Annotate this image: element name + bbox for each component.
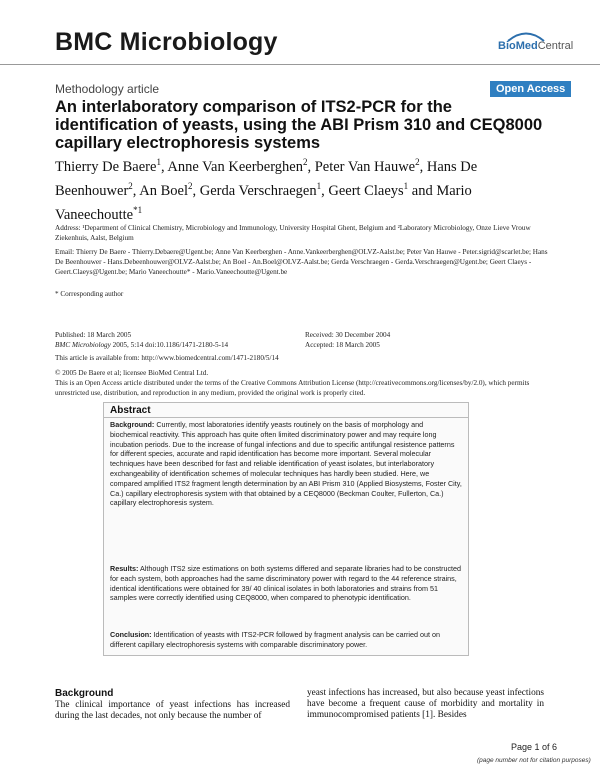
publication-info (55, 330, 295, 350)
abstract-results-label: Results: (110, 564, 139, 573)
background-heading: Background (55, 688, 114, 699)
author-affiliation: *1 (133, 204, 143, 215)
abstract-divider (103, 417, 469, 418)
abstract-background-label: Background: (110, 420, 155, 429)
article-title: An interlaboratory comparison of ITS2-PCR for the identification of yeasts, using the ABI Prism 310 and CEQ8000 capillary electrophoresis systems (55, 98, 543, 152)
author-affiliation: 1 (403, 180, 409, 191)
abstract-conclusion-label: Conclusion: (110, 630, 152, 639)
copyright-line: © 2005 De Baere et al; licensee BioMed Central Ltd. (55, 369, 209, 377)
email-block: Email: Thierry De Baere - Thierry.Debaere@Ugent.be; Anne Van Keerberghen - Anne.Vankeerberghen@OLVZ-Aalst.be; Peter Van Hauwe - Peter.sigrid@scarlet.be; Hans De Beenhouwer - Hans.Debeenhouwer@OLVZ-Aalst.be; An Boel - An.Boel@OLVZ-Aalst.be; Gerda Verschraegen - Gerda.Verschraegen@Ugent.be; Geert Claeys - Geert.Claeys@Ugent.be; Mario Vaneechoutte* - Mario.Vaneechoutte@Ugent.be (55, 248, 548, 276)
copyright-block (55, 368, 555, 398)
received-date: Received: 30 December 2004 (305, 331, 391, 339)
author: Peter Van Hauwe (314, 158, 416, 175)
citation-journal: BMC Microbiology (55, 341, 111, 349)
author-affiliation: 1 (316, 180, 322, 191)
availability-link[interactable]: This article is available from: http://www.biomedcentral.com/1471-2180/5/14 (55, 354, 279, 362)
open-access-badge: Open Access (490, 81, 571, 97)
corresponding-author-note: * Corresponding author (55, 290, 124, 298)
author: Hans De Beenhouwer (55, 158, 478, 199)
body-column-right: yeast infections has increased, but also because yeast infections have become a frequent cause of morbidity and mortality in immunocompromised patients [1]. Besides (307, 688, 544, 721)
accepted-date: Accepted: 18 March 2005 (305, 341, 380, 349)
author: Mario Vaneechoutte (55, 182, 472, 223)
publisher-logo[interactable] (498, 40, 573, 52)
header-divider (0, 64, 600, 65)
abstract-conclusion-text: Identification of yeasts with ITS2-PCR followed by fragment analysis can be carried out on different capillary electrophoresis systems with comparable discriminatory power. (110, 630, 440, 649)
published-date: Published: 18 March 2005 (55, 331, 132, 339)
address-block: Address: ¹Department of Clinical Chemistry, Microbiology and Immunology, University Hospital Ghent, Belgium and ²Laboratory Microbiology, Onze Lieve Vrouw Ziekenhuis, Aalst, Belgium (55, 224, 531, 242)
author-affiliation: 2 (415, 157, 420, 167)
citation-details: 2005, 5:14 doi:10.1186/1471-2180-5-14 (110, 341, 229, 349)
page-note: (page number not for citation purposes) (477, 757, 591, 764)
author: Anne Van Keerberghen (167, 158, 303, 175)
received-accepted-info (305, 330, 505, 350)
author-affiliation: 2 (302, 157, 308, 167)
author-affiliation: 2 (128, 180, 133, 191)
author: Geert Claeys (328, 182, 404, 199)
logo-bio: BioMed (498, 40, 538, 52)
citation (55, 340, 295, 350)
author-affiliation: 1 (156, 157, 161, 167)
body-column-left: The clinical importance of yeast infections has increased during the last decades, not only because the number of (55, 700, 290, 722)
author-affiliation: 2 (187, 180, 193, 191)
abstract-heading: Abstract (110, 405, 151, 416)
author: An Boel (139, 182, 188, 199)
license-text: This is an Open Access article distributed under the terms of the Creative Commons Attribution License (http://creativecommons.org/licenses/by/2.0), which permits unrestricted use, distribution, and reproduction in any medium, provided the original work is properly cited. (55, 379, 530, 397)
author-list: Thierry De Baere$^1$, Anne Van Keerberghen$^2$, Peter Van Hauwe$^2$, Hans De Beenhouwer$^2$, An Boel$^2$, Gerda Verschraegen$^1$, Geert Claeys$^1$ and Mario Vaneechoutte$^{*1}$ (55, 157, 478, 223)
author: Thierry De Baere (55, 158, 157, 175)
article-type: Methodology article (55, 82, 160, 96)
logo-central: Central (537, 40, 574, 52)
page-number: Page 1 of 6 (511, 742, 558, 752)
abstract-conclusion (110, 630, 462, 650)
abstract-results-text: Although ITS2 size estimations on both systems differed and separate libraries had to be constructed for each system, both approaches had the same discriminatory power with regard to the 44 reference strains, identical identifications were obtained for 39/ 40 clinical isolates in both laboratories and strains from 51 samples were correctly identified using CEQ8000, when compared to phenotypic identification. (110, 564, 462, 603)
abstract-background-text: Currently, most laboratories identify yeasts routinely on the basis of morphology and biochemical reactivity. This approach has quite often limited discriminatory power and may require long incubation periods. Due to the increase of fungal infections and due to specific antifungal resistence patterns for different species, accurate and rapid identification has become more important. Several molecular techniques have been described for fast and reliable identification of yeast isolates, but interlaboratory exchangeability of identification schemes of molecular techniques has hardly been studied. Here, we compared amplified ITS2 fragment length determination by an ABI Prism 310 (Applied Biosystems, Foster City, Ca.) capillary electrophoresis system with that obtained by a CEQ8000 (Beckman Coulter, Fullerton, Ca.) capillary electrophoresis system. (110, 420, 462, 508)
journal-title: BMC Microbiology (55, 28, 278, 56)
author: Gerda Verschraegen (199, 182, 317, 199)
abstract-results (110, 564, 462, 603)
abstract-background (110, 420, 462, 508)
